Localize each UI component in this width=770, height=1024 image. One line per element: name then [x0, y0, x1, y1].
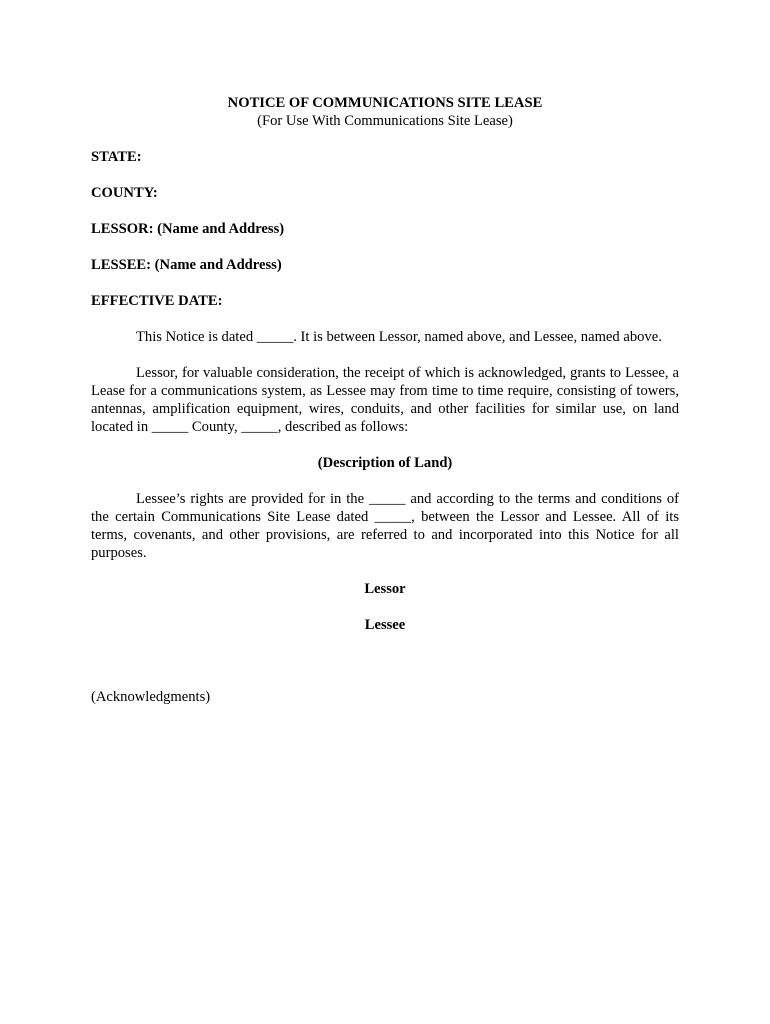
notice-dated-paragraph: This Notice is dated _____. It is between Lessor, named above, and Lessee, named above. — [136, 329, 662, 345]
lessor-field: LESSOR: (Name and Address) — [91, 221, 285, 237]
lessee-field: LESSEE: (Name and Address) — [91, 257, 282, 273]
lessee-rights-paragraph: Lessee’s rights are provided for in the _____ and according to the terms and conditions of the certain Communications Site Lease dated _____, between the Lessor and Lessee. All of its terms, covenants, and other provisions, are referred to and incorporated into this Notice for all purposes. — [91, 491, 679, 561]
document-subtitle: (For Use With Communications Site Lease) — [257, 113, 513, 129]
lessor-signature-label: Lessor — [364, 581, 406, 597]
lessee-signature-label: Lessee — [364, 617, 406, 633]
document-title: NOTICE OF COMMUNICATIONS SITE LEASE — [227, 95, 543, 111]
acknowledgments-label: (Acknowledgments) — [91, 689, 211, 705]
county-field: COUNTY: — [91, 185, 158, 201]
description-of-land-heading: (Description of Land) — [317, 455, 453, 471]
effective-date-field: EFFECTIVE DATE: — [91, 293, 223, 309]
state-field: STATE: — [91, 149, 142, 165]
grant-paragraph: Lessor, for valuable consideration, the receipt of which is acknowledged, grants to Lessee, a Lease for a communications system, as Lessee may from time to time require, consisting of towers, antennas, amplification equipment, wires, conduits, and other facilities for similar use, on land located in _____ County, _____, described as follows: — [91, 365, 679, 435]
